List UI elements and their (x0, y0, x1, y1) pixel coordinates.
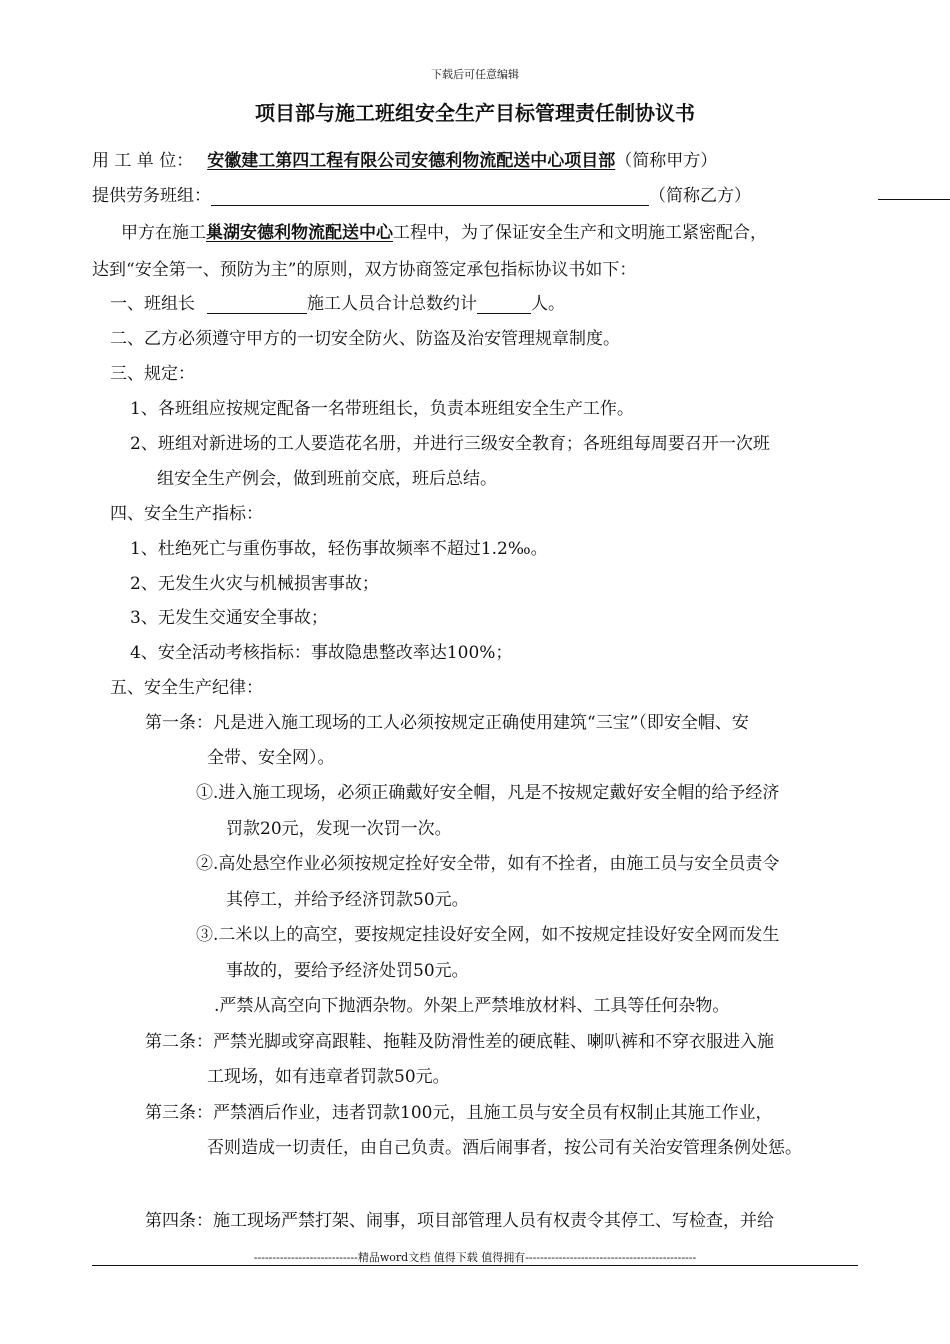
article-1-sub-3-line-1: ③.二米以上的高空，要按规定挂设好安全网，如不按规定挂设好安全网而发生 (196, 925, 780, 945)
section-4-item-1: 1、杜绝死亡与重伤事故，轻伤事故频率不超过1.2‰。 (130, 539, 548, 559)
article-1-sub-2-line-1: ②.高处悬空作业必须按规定拴好安全带，如有不拴者，由施工员与安全员责令 (196, 854, 780, 874)
section-1: 一、班组长 施工人员合计总数约计 人。 (110, 294, 565, 314)
section-2: 二、乙方必须遵守甲方的一切安全防火、防盗及治安管理规章制度。 (110, 329, 620, 349)
article-3-line-1: 第三条：严禁酒后作业，违者罚款100元，且施工员与安全员有权制止其施工作业， (145, 1103, 773, 1123)
section-5-title: 五、安全生产纪律： (110, 678, 263, 698)
page-footer: ----------------------------精品word文档 值得下载 值得拥有---------------------------------------------- (253, 1251, 697, 1264)
article-2-line-2: 工现场，如有违章者罚款50元。 (207, 1067, 450, 1087)
article-1-line-1: 第一条：凡是进入施工现场的工人必须按规定正确使用建筑“三宝”（即安全帽、安 (145, 713, 749, 733)
article-1-sub-1-line-2: 罚款20元，发现一次罚一次。 (226, 819, 452, 839)
intro-line-1: 甲方在施工巢湖安德利物流配送中心工程中，为了保证安全生产和文明施工紧密配合， (121, 223, 767, 243)
article-2-line-1: 第二条：严禁光脚或穿高跟鞋、拖鞋及防滑性差的硬底鞋、喇叭裤和不穿衣服进入施 (145, 1032, 774, 1052)
footer-rule (92, 1265, 858, 1266)
article-3-line-2: 否则造成一切责任，由自己负责。酒后闹事者，按公司有关治安管理条例处惩。 (207, 1138, 802, 1158)
article-1-sub-2-line-2: 其停工，并给予经济罚款50元。 (226, 890, 469, 910)
document-title: 项目部与施工班组安全生产目标管理责任制协议书 (255, 101, 695, 125)
header-note: 下载后可任意编辑 (431, 68, 519, 81)
section-4-title: 四、安全生产指标： (110, 504, 263, 524)
labor-team-suffix: （简称乙方） (649, 186, 751, 206)
labor-team-label: 提供劳务班组： (92, 186, 211, 206)
employer-label: 用 工 单 位： (92, 151, 194, 171)
margin-rule (878, 199, 950, 200)
article-1-line-2: 全带、安全网）。 (207, 748, 335, 768)
worker-count-blank[interactable] (477, 296, 531, 314)
project-name: 巢湖安德利物流配送中心 (206, 223, 393, 243)
section-4-item-3: 3、无发生交通安全事故； (130, 608, 328, 628)
labor-team-blank[interactable] (211, 188, 649, 206)
employer-suffix: （简称甲方） (615, 151, 718, 171)
intro-line-2: 达到“安全第一、预防为主”的原则，双方协商签定承包指标协议书如下： (92, 260, 637, 280)
article-4-line-1: 第四条：施工现场严禁打架、闹事，项目部管理人员有权责令其停工、写检查，并给 (145, 1211, 774, 1231)
article-1-sub-1-line-1: ①.进入施工现场，必须正确戴好安全帽，凡是不按规定戴好安全帽的给予经济 (196, 783, 780, 803)
section-3-item-2-line-1: 2、班组对新进场的工人要造花名册，并进行三级安全教育；各班组每周要召开一次班 (130, 434, 770, 454)
employer-line (92, 146, 717, 171)
team-leader-blank[interactable] (207, 296, 307, 314)
employer-name: 安徽建工第四工程有限公司安德利物流配送中心项目部 (207, 151, 616, 171)
section-4-item-4: 4、安全活动考核指标：事故隐患整改率达100%； (130, 643, 513, 663)
section-4-item-2: 2、无发生火灾与机械损害事故； (130, 574, 379, 594)
article-1-sub-3-line-2: 事故的，要给予经济处罚50元。 (226, 961, 469, 981)
section-3-title: 三、规定： (110, 364, 195, 384)
labor-team-line (92, 181, 751, 206)
section-3-item-2-line-2: 组安全生产例会，做到班前交底，班后总结。 (157, 469, 497, 489)
section-3-item-1: 1、各班组应按规定配备一名带班组长，负责本班组安全生产工作。 (130, 399, 634, 419)
article-1-sub-4: .严禁从高空向下抛洒杂物。外架上严禁堆放材料、工具等任何杂物。 (214, 996, 730, 1016)
